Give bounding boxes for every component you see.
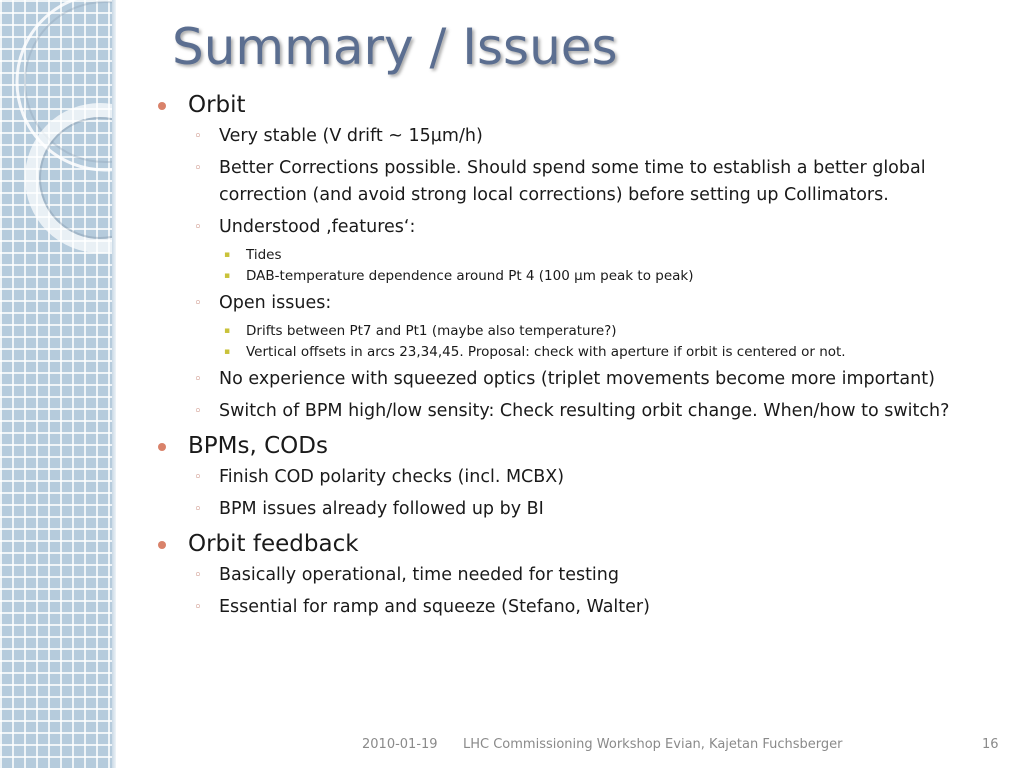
sub-list-item (158, 343, 1008, 361)
footer-text: LHC Commissioning Workshop Evian, Kajetan Fuchsberger (463, 737, 843, 752)
section-heading (158, 531, 1008, 557)
bullet-icon (158, 541, 166, 549)
bullet-icon: ◦ (194, 404, 202, 419)
bullet-icon: ◦ (194, 129, 202, 144)
list-item (158, 290, 1008, 317)
bullet-icon: ◦ (194, 372, 202, 387)
bullet-icon: ◦ (194, 161, 202, 176)
list-item (158, 496, 1008, 523)
sub-list-item-text: DAB-temperature dependence around Pt 4 (100 µm peak to peak) (246, 268, 694, 284)
section-heading-text: Orbit (188, 92, 246, 118)
sub-list-item (158, 322, 1008, 340)
sub-list-item-text: Tides (246, 247, 282, 263)
list-item-text: No experience with squeezed optics (triplet movements become more important) (219, 369, 935, 389)
list-item (158, 562, 1008, 589)
sub-list-item (158, 246, 1008, 264)
list-item-text: Very stable (V drift ~ 15µm/h) (219, 126, 483, 146)
list-item-text: Essential for ramp and squeeze (Stefano, Walter) (219, 597, 650, 617)
list-item (158, 398, 1008, 425)
bullet-icon (158, 443, 166, 451)
list-item-text: Better Corrections possible. Should spend some time to establish a better global correction (and avoid strong local corrections) before setting up Collimators. (219, 158, 926, 205)
sub-list-item-text: Vertical offsets in arcs 23,34,45. Proposal: check with aperture if orbit is centered or not. (246, 344, 846, 360)
bullet-icon: ◦ (194, 470, 202, 485)
bullet-icon: ◦ (194, 502, 202, 517)
list-item-text: Basically operational, time needed for testing (219, 565, 619, 585)
bullet-icon: ◦ (194, 600, 202, 615)
sidebar-edge (112, 0, 116, 768)
bullet-icon: ◦ (194, 296, 202, 311)
bullet-icon: ▪ (224, 250, 231, 260)
list-item-text: Understood ‚features‘: (219, 217, 416, 237)
section-heading (158, 433, 1008, 459)
list-item-text: Finish COD polarity checks (incl. MCBX) (219, 467, 565, 487)
slide-content (158, 92, 1008, 626)
list-item-text: Switch of BPM high/low sensity: Check resulting orbit change. When/how to switch? (219, 401, 950, 421)
slide-number: 16 (982, 737, 999, 752)
bullet-icon: ▪ (224, 347, 231, 357)
section-heading (158, 92, 1008, 118)
list-item (158, 123, 1008, 150)
list-item (158, 214, 1008, 241)
bullet-icon: ◦ (194, 220, 202, 235)
list-item-text: Open issues: (219, 293, 332, 313)
bullet-icon: ▪ (224, 326, 231, 336)
sub-list-item (158, 267, 1008, 285)
bullet-icon: ▪ (224, 271, 231, 281)
footer-date: 2010-01-19 (362, 737, 438, 752)
sub-list-item-text: Drifts between Pt7 and Pt1 (maybe also temperature?) (246, 323, 617, 339)
list-item (158, 366, 1008, 393)
section-heading-text: Orbit feedback (188, 531, 359, 557)
bullet-icon (158, 102, 166, 110)
slide-title: Summary / Issues (172, 18, 618, 76)
decorative-sidebar (0, 0, 112, 768)
list-item (158, 155, 1008, 209)
section-heading-text: BPMs, CODs (188, 433, 328, 459)
bullet-icon: ◦ (194, 568, 202, 583)
list-item (158, 464, 1008, 491)
decorative-circles (0, 0, 112, 768)
list-item-text: BPM issues already followed up by BI (219, 499, 544, 519)
list-item (158, 594, 1008, 621)
